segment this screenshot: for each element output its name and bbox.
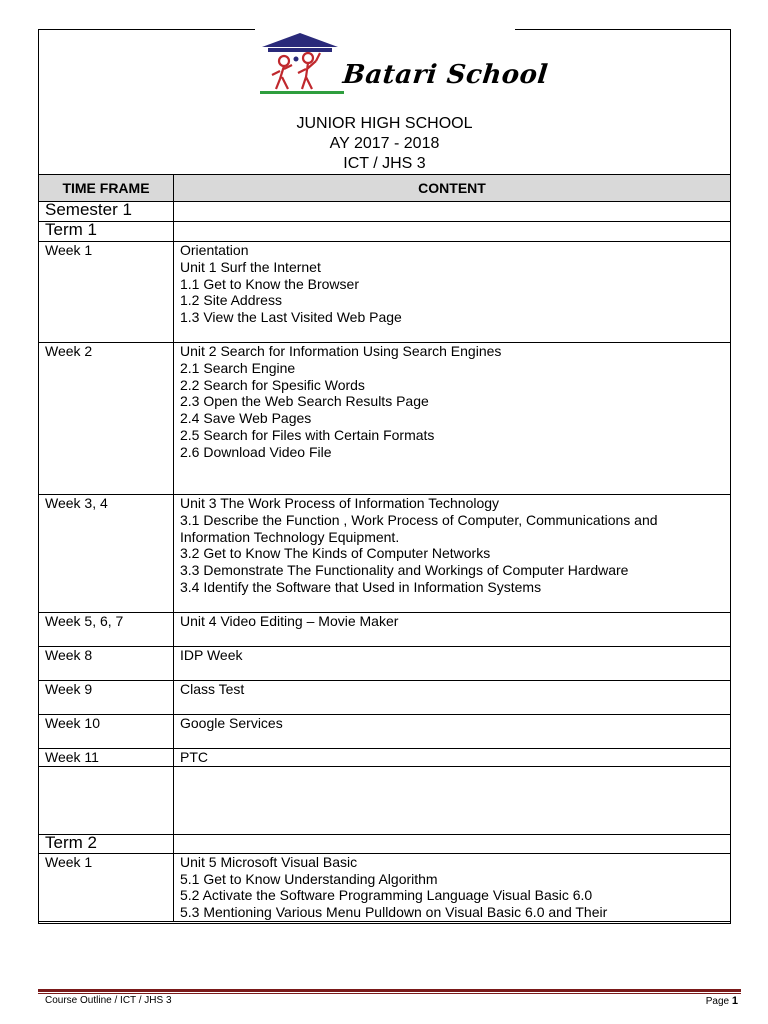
- content-cell: Unit 5 Microsoft Visual Basic 5.1 Get to Know Understanding Algorithm 5.2 Activate the Software Programming Language Visual Basic 6.0 5.3 Mentioning Various Menu Pulldown on Visual Basic 6.0 and Their: [174, 853, 731, 921]
- content-cell: Unit 4 Video Editing – Movie Maker: [174, 613, 731, 647]
- footer-rule-thin: [38, 993, 741, 994]
- academic-year: AY 2017 - 2018: [329, 135, 440, 152]
- time-frame-cell: Week 1: [39, 242, 174, 343]
- logo-roof: [262, 33, 338, 47]
- table-row: [39, 647, 731, 681]
- time-frame-cell: Week 10: [39, 715, 174, 749]
- time-frame-cell: Week 1: [39, 853, 174, 921]
- page-label: Page: [705, 996, 730, 1007]
- subject-title: ICT / JHS 3: [343, 155, 426, 172]
- time-frame-header: TIME FRAME: [39, 175, 174, 202]
- semester-label: Semester 1: [39, 202, 174, 222]
- time-frame-cell: Week 11: [39, 749, 174, 767]
- table-row: [39, 343, 731, 495]
- school-name: Batari School: [341, 60, 550, 90]
- table-row: [39, 715, 731, 749]
- footer-page-number: [706, 995, 738, 1007]
- content-cell: PTC: [174, 749, 731, 767]
- table-row: [39, 853, 731, 921]
- content-cell: Orientation Unit 1 Surf the Internet 1.1 Get to Know the Browser 1.2 Site Address 1.3 View the Last Visited Web Page: [174, 242, 731, 343]
- course-outline-table: [38, 174, 731, 922]
- content-header: CONTENT: [174, 175, 731, 202]
- footer-rule: [38, 989, 741, 992]
- table-row: [39, 749, 731, 767]
- content-cell: Unit 3 The Work Process of Information Technology 3.1 Describe the Function , Work Process of Computer, Communications and Information Technology Equipment. 3.2 Get to Know The Kinds of Computer Networks 3.3 Demonstrate The Functionality and Workings of Computer Hardware 3.4 Identify the Software that Used in Information Systems: [174, 495, 731, 613]
- content-cell: Class Test: [174, 681, 731, 715]
- semester-row: [39, 202, 731, 222]
- term-row: [39, 834, 731, 853]
- table-header-row: [39, 175, 731, 202]
- time-frame-cell: Week 5, 6, 7: [39, 613, 174, 647]
- time-frame-cell: Week 8: [39, 647, 174, 681]
- time-frame-cell: Week 2: [39, 343, 174, 495]
- term-label: Term 1: [39, 222, 174, 242]
- content-cell: IDP Week: [174, 647, 731, 681]
- school-level: JUNIOR HIGH SCHOOL: [296, 115, 473, 132]
- content-cell: Unit 2 Search for Information Using Search Engines 2.1 Search Engine 2.2 Search for Spesific Words 2.3 Open the Web Search Results Page 2.4 Save Web Pages 2.5 Search for Files with Certain Formats 2.6 Download Video File: [174, 343, 731, 495]
- table-row: [39, 681, 731, 715]
- table-row: [39, 613, 731, 647]
- page-number: 1: [731, 995, 738, 1007]
- time-frame-cell: Week 9: [39, 681, 174, 715]
- footer-course-label: Course Outline / ICT / JHS 3: [45, 995, 172, 1006]
- table-row: [39, 242, 731, 343]
- table-row: [39, 495, 731, 613]
- time-frame-cell: Week 3, 4: [39, 495, 174, 613]
- empty-row: [39, 766, 731, 834]
- term-row: [39, 222, 731, 242]
- content-cell: Google Services: [174, 715, 731, 749]
- term-label: Term 2: [39, 834, 174, 853]
